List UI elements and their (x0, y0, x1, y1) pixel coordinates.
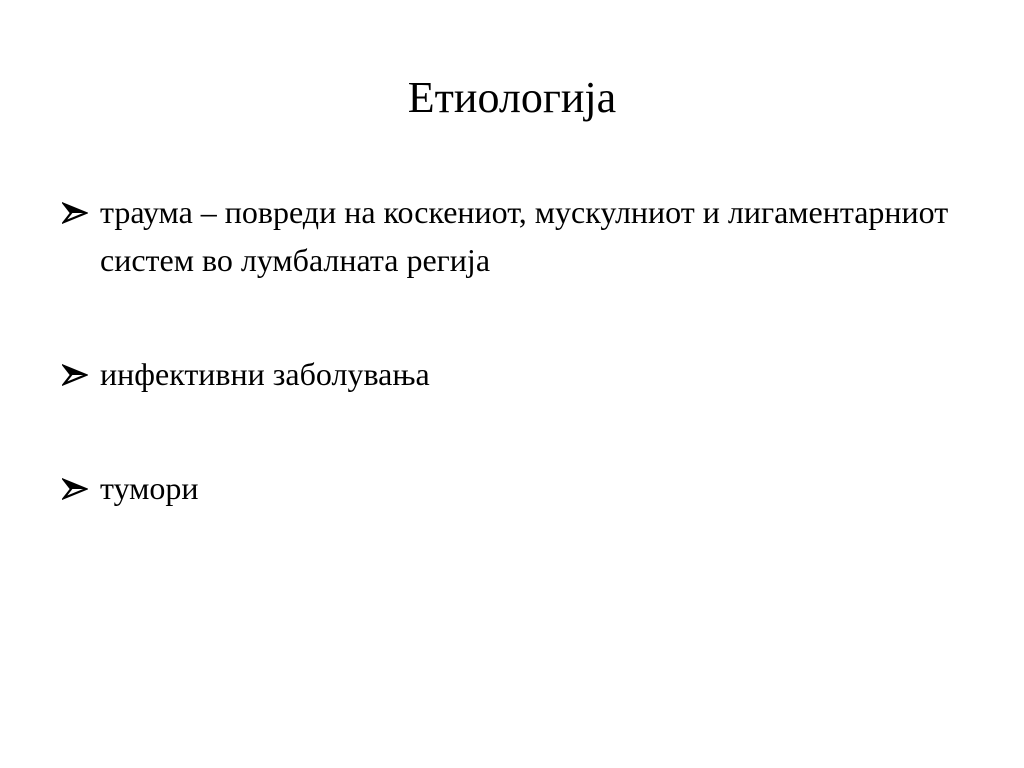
arrow-bullet-icon (62, 202, 88, 224)
arrow-bullet-icon (62, 364, 88, 386)
slide-title: Етиологија (407, 73, 617, 122)
bullet-item (62, 188, 962, 284)
bullet-text: инфективни заболувања (100, 356, 430, 392)
bullet-text: траума – повреди на коскениот, мускулниот и лигаментарниот систем во лумбалната регија (100, 194, 949, 278)
bullet-item (62, 350, 962, 398)
bullet-text: тумори (100, 470, 199, 506)
bullet-list (62, 188, 962, 512)
arrow-bullet-icon (62, 478, 88, 500)
bullet-item (62, 464, 962, 512)
